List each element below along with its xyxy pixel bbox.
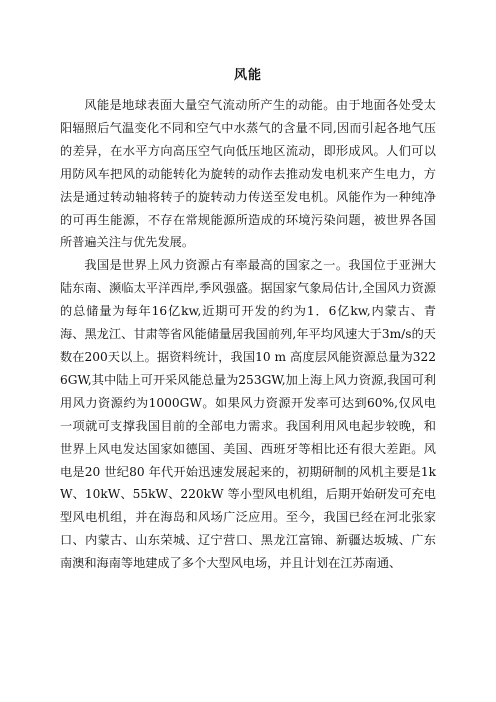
paragraph-china-wind-resources: 我国是世界上风力资源占有率最高的国家之一。我国位于亚洲大陆东南、濒临太平洋西岸,季风强盛。据国家气象局估计,全国风力资源的总储量为每年16亿kw,近期可开发的约为1．6亿kw,内蒙古、青海、黑龙江、甘肃等省风能储量居我国前列,年平均风速大于3m/s的天数在200天以上。据资料统计，我国10 m 高度层风能资源总量为3226GW,其中陆上可开采风能总量为253GW,加上海上风力资源,我国可利用风力资源约为1000GW。如果风力资源开发率可达到60%,仅风电一项就可支撑我国目前的全部电力需求。我国利用风电起步较晚，和世界上风电发达国家如德国、美国、西班牙等相比还有很大差距。风电是20 世纪80 年代开始迅速发展起来的，初期研制的风机主要是1kW、10kW、55kW、220kW 等小型风电机组，后期开始研发可充电型风电机组，并在海岛和风场广泛应用。至今，我国已经在河北张家口、内蒙古、山东荣城、辽宁营口、黑龙江富锦、新疆达坂城、广东南澳和海南等地建成了多个大型风电场，并且计划在江苏南通、	[60, 258, 436, 571]
paragraph-intro: 风能是地球表面大量空气流动所产生的动能。由于地面各处受太阳辐照后气温变化不同和空气中水蒸气的含量不同,因而引起各地气压的差异，在水平方向高压空气向低压地区流动，即形成风。人们可以用防风车把风的动能转化为旋转的动作去推动发电机来产生电力，方法是通过转动轴将转子的旋转动力传送至发电机。风能作为一种纯净的可再生能源，不存在常规能源所造成的环境污染问题，被世界各国所普遍关注与优先发展。	[60, 98, 436, 250]
document-body	[60, 94, 436, 575]
document-title: 风能	[233, 68, 262, 83]
